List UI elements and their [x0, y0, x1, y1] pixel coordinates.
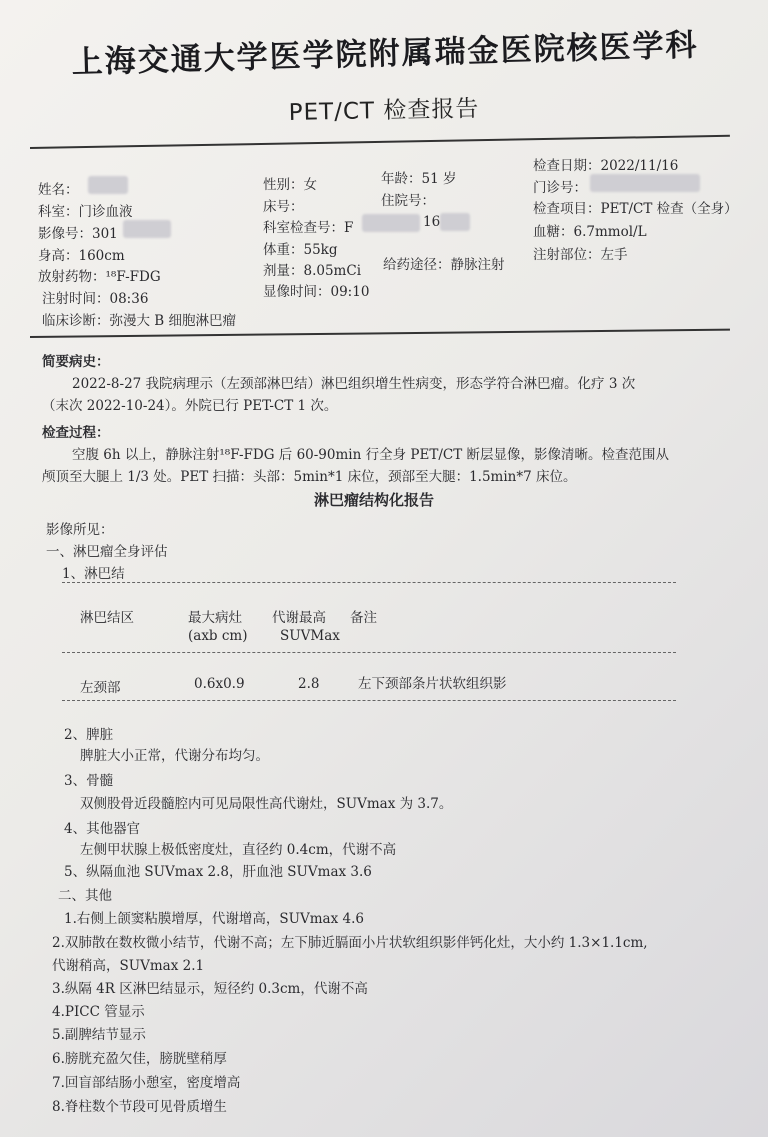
sub-4-text: 左侧甲状腺上极低密度灶，直径约 0.4cm，代谢不高	[80, 842, 397, 858]
table-row-region: 左颈部	[80, 680, 121, 696]
table-header-note: 备注	[350, 610, 377, 626]
other-item-6: 6.膀胱充盈欠佳，膀胱壁稍厚	[52, 1051, 227, 1067]
history-heading: 简要病史：	[42, 354, 110, 370]
patient-dept: 科室：门诊血液	[38, 204, 133, 220]
redacted-clinic-no	[590, 174, 700, 192]
procedure-heading: 检查过程：	[42, 425, 110, 441]
table-subheader-size: (axb cm)	[188, 628, 248, 644]
patient-dose: 剂量：8.05mCi	[263, 263, 362, 279]
exam-date: 检查日期：2022/11/16	[533, 158, 679, 174]
sub-5-blood-pool: 5、纵隔血池 SUVmax 2.8，肝血池 SUVmax 3.6	[64, 864, 372, 880]
patient-tracer: 放射药物：¹⁸F-FDG	[38, 269, 161, 285]
redacted-image-no	[123, 220, 171, 238]
sub-1-lymph-nodes: 1、淋巴结	[62, 566, 125, 582]
patient-image-no: 影像号：301	[38, 226, 118, 242]
sub-3-text: 双侧股骨近段髓腔内可见局限性高代谢灶，SUVmax 为 3.7。	[80, 796, 453, 812]
findings-heading: 影像所见：	[46, 522, 114, 538]
history-line-2: （末次 2022-10-24）。外院已行 PET-CT 1 次。	[42, 398, 338, 414]
patient-route: 给药途径：静脉注射	[383, 257, 505, 273]
sub-3-bone-marrow: 3、骨髓	[64, 773, 114, 789]
patient-diagnosis: 临床诊断：弥漫大 B 细胞淋巴瘤	[42, 313, 237, 329]
patient-scan-time: 显像时间：09:10	[263, 284, 370, 300]
blood-glucose: 血糖：6.7mmol/L	[533, 224, 647, 240]
header-divider	[30, 135, 730, 149]
table-header-size: 最大病灶	[188, 610, 242, 626]
patient-bed: 床号：	[263, 199, 304, 215]
patient-height: 身高：160cm	[38, 248, 125, 264]
table-bottom-rule	[62, 700, 676, 701]
patient-inpatient: 住院号：	[381, 193, 435, 209]
report-title: PET/CT 检查报告	[288, 96, 480, 126]
sub-2-spleen: 2、脾脏	[64, 727, 114, 743]
injection-site: 注射部位：左手	[533, 247, 628, 263]
other-item-4: 4.PICC 管显示	[52, 1004, 145, 1020]
history-line-1: 2022-8-27 我院病理示（左颈部淋巴结）淋巴组织增生性病变，形态学符合淋巴瘤。化疗 3 次	[72, 376, 636, 392]
table-row-note: 左下颈部条片状软组织影	[358, 676, 507, 692]
procedure-line-1: 空腹 6h 以上，静脉注射¹⁸F-FDG 后 60-90min 行全身 PET/CT 断层显像，影像清晰。检查范围从	[72, 447, 669, 463]
section-1: 一、淋巴瘤全身评估	[46, 544, 168, 560]
patient-dept-no-tail: 16	[423, 214, 441, 230]
procedure-line-2: 颅顶至大腿上 1/3 处。PET 扫描：头部：5min*1 床位，颈部至大腿：1.5min*7 床位。	[42, 469, 577, 485]
section-2: 二、其他	[58, 888, 112, 904]
redacted-dept-no-tail	[440, 213, 470, 231]
sub-2-text: 脾脏大小正常，代谢分布均匀。	[80, 748, 269, 764]
clinic-no: 门诊号：	[533, 180, 587, 196]
other-item-1: 1.右侧上颌窦粘膜增厚，代谢增高，SUVmax 4.6	[64, 911, 364, 927]
table-header-rule	[62, 652, 676, 653]
other-item-7: 7.回盲部结肠小憩室，密度增高	[52, 1075, 241, 1091]
patient-sex: 性别：女	[263, 177, 317, 193]
patient-weight: 体重：55kg	[263, 242, 338, 258]
other-item-5: 5.副脾结节显示	[52, 1027, 146, 1043]
patient-name-label: 姓名：	[38, 182, 79, 198]
structured-report-title: 淋巴瘤结构化报告	[314, 491, 435, 509]
redacted-dept-no	[362, 214, 420, 232]
other-item-8: 8.脊柱数个节段可见骨质增生	[52, 1099, 227, 1115]
table-header-region: 淋巴结区	[80, 610, 134, 626]
patient-inj-time: 注射时间：08:36	[42, 291, 149, 307]
patient-dept-no: 科室检查号：F	[263, 220, 354, 236]
other-item-2: 2.双肺散在数枚微小结节，代谢不高；左下肺近膈面小片状软组织影伴钙化灶，大小约 1.3×1.1cm,	[52, 935, 648, 951]
table-header-suv: 代谢最高	[272, 610, 326, 626]
table-row-size: 0.6x0.9	[194, 676, 245, 692]
table-subheader-suv: SUVMax	[280, 628, 340, 644]
table-row-suv: 2.8	[298, 676, 320, 692]
patient-age: 年龄：51 岁	[381, 171, 457, 187]
other-item-2-cont: 代谢稍高，SUVmax 2.1	[52, 958, 205, 974]
exam-item: 检查项目：PET/CT 检查（全身）	[533, 201, 738, 217]
table-top-rule	[62, 582, 676, 583]
info-divider	[30, 329, 730, 338]
other-item-3: 3.纵隔 4R 区淋巴结显示，短径约 0.3cm，代谢不高	[52, 981, 368, 997]
institution-title: 上海交通大学医学院附属瑞金医院核医学科	[71, 27, 699, 81]
redacted-name	[88, 176, 128, 194]
sub-4-other-organs: 4、其他器官	[64, 821, 141, 837]
